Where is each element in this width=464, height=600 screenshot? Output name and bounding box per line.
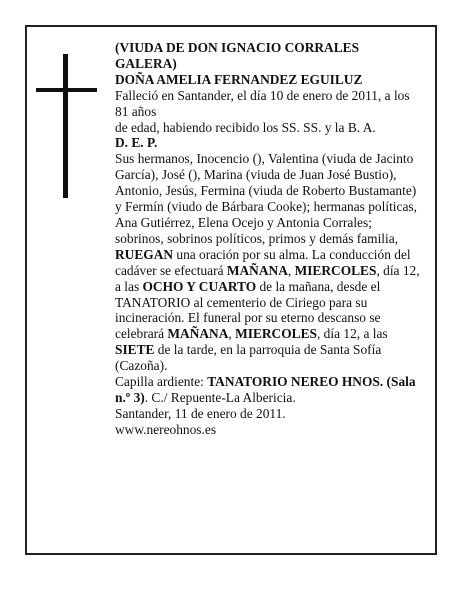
miercoles-word-2: MIERCOLES (235, 326, 317, 342)
widow-header: (VIUDA DE DON IGNACIO CORRALES GALERA) (115, 40, 360, 71)
deceased-name: DOÑA AMELIA FERNANDEZ EGUILUZ (115, 71, 363, 87)
obituary-text (115, 40, 420, 438)
miercoles-word: MIERCOLES (294, 262, 377, 278)
death-line: Falleció en Santander, el día 10 de enero de 2011, a los 81 años (115, 87, 410, 119)
service-paragraph: RUEGAN una oración por su alma. La conducción del cadáver se efectuará MAÑANA, MIERCOLES, día 12, a las OCHO Y CUARTO de la mañana, desde el TANATORIO al cementerio de Ciriego para su incineración. El funeral por su eterno descanso se celebrará MAÑANA, MIERCOLES, día 12, a las SIETE de la tarde, en la parroquia de Santa Sofía (Cazoña). (115, 246, 420, 374)
manana-word-2: MAÑANA (167, 326, 229, 342)
tanatorio-name: TANATORIO NEREO HNOS. (207, 374, 384, 390)
ruegan-word: RUEGAN (115, 246, 174, 262)
dep-line: D. E. P. (115, 135, 158, 151)
cross-bar (36, 88, 97, 92)
siete-word: SIETE (115, 342, 155, 358)
sacraments-line: de edad, habiendo recibido los SS. SS. y la B. A. (115, 119, 376, 135)
date-line: Santander, 11 de enero de 2011. (115, 405, 286, 421)
capilla-line: Capilla ardiente: TANATORIO NEREO HNOS. (Sala n.º 3). C./ Repuente-La Albericia. (115, 374, 416, 405)
sala-number: (Sala n.º 3) (115, 374, 416, 405)
cross-icon (63, 54, 68, 198)
ocho-word: OCHO Y CUARTO (142, 278, 257, 294)
manana-word: MAÑANA (226, 262, 288, 278)
family-paragraph: Sus hermanos, Inocencio (), Valentina (viuda de Jacinto García), José (), Marina (viuda de Juan José Bustio), Antonio, Jesús, Fermina (viuda de Roberto Bustamante) y Fermín (viudo de Bárbara Cooke); hermanas políticas, Ana Gutiérrez, Elena Ocejo y Antonia Corrales; sobrinos, sobrinos políticos, primos y demás familia, (115, 151, 417, 246)
website-line: www.nereohnos.es (115, 421, 217, 437)
